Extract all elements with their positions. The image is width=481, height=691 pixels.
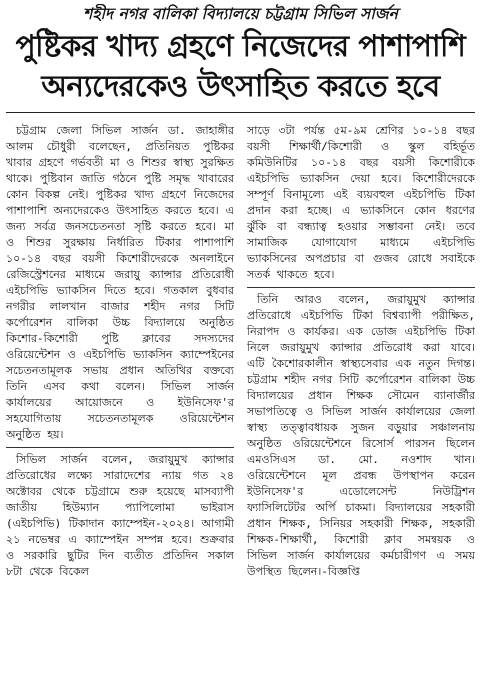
article-kicker: শহীদ নগর বালিকা বিদ্যালয়ে চট্টগ্রাম সিভিল সার্জন xyxy=(83,4,398,23)
article-headline xyxy=(6,26,475,106)
right-column xyxy=(247,123,475,689)
right-paragraph-2: তিনি আরও বলেন, জরায়ুমুখ ক্যান্সার প্রতিরোধে এইচপিভি টিকা বিশ্বব্যাপী পরীক্ষিত, নিরাপদ ও কার্যকর। এক ডোজ এইচপিভি টিকা নিলে জরায়ুমুখ ক্যান্সার প্রতিরোধ করা যাবে। এটি কৈশোরকালীন স্বাস্থ্যসেবার এক নতুন দিগন্ত। চট্টগ্রাম শহীদ নগর সিটি কর্পোরেশন বালিকা উচ্চ বিদ্যালয়ের প্রধান শিক্ষক সৌমেন ব্যানার্জীর সভাপতিত্বে ও সিভিল সার্জন কার্যালয়ের জেলা স্বাস্থ্য তত্ত্বাবধায়ক সুজন বড়ুয়ার সঞ্চালনায় অনুষ্ঠিত ওরিয়েন্টেশনে রিসোর্স পারসন ছিলেন এমওসিএস ডা. মো. নওশাদ খান। ওরিয়েন্টেশনে মূল প্রবন্ধ উপস্থাপন করেন ইউনিসেফ'র এডোলেসেন্ট নিউট্রিশন ফ্যাসিলিটেটর অর্পি চাকমা। বিদ্যালয়ের সহকারী প্রধান শিক্ষক, সিনিয়র সহকারী শিক্ষক, সহকারী শিক্ষক-শিক্ষার্থী, কিশোরী ক্লাব সমন্বয়ক ও সিভিল সার্জন কার্যালয়ের কর্মচারীগণ এ সময় উপস্থিত ছিলেন।-বিজ্ঞপ্তি xyxy=(247,293,475,578)
headline-line-1: পুষ্টিকর খাদ্য গ্রহণে নিজেদের পাশাপাশি xyxy=(15,29,466,63)
paragraph-divider xyxy=(6,447,234,448)
left-paragraph-2: সিভিল সার্জন বলেন, জরায়ুমুখ ক্যান্সার প্রতিরোধের লক্ষ্যে সারাদেশের ন্যায় গত ২৪ অক্টোবর থেকে চট্টগ্রামে শুরু হয়েছে মাসব্যাপী জাতীয় হিউম্যান প্যাপিলোমা ভাইরাস (এইচপিভি) টিকাদান ক্যাম্পেইন-২০২৪। আগামী ২১ নভেম্বর এ ক্যাম্পেইন সম্পন্ন হবে। শুক্রবার ও সরকারি ছুটির দিন ব্যতীত প্রতিদিন সকাল ৮টা থেকে বিকেল xyxy=(6,453,234,578)
left-column xyxy=(6,123,234,689)
article-body xyxy=(6,123,475,689)
headline-rule xyxy=(6,112,475,113)
left-paragraph-1: চট্টগ্রাম জেলা সিভিল সার্জন ডা. জাহাঙ্গীর আলম চৌধুরী বলেছেন, প্রতিনিয়ত পুষ্টিকর খাবার গ্রহণে গর্ভবতী মা ও শিশুর স্বাস্থ্য সুরক্ষিত থাকে। পুষ্টিবান জাতি গঠনে পুষ্টি সমৃদ্ধ খাবারের কোন বিকল্প নেই। পুষ্টিকর খাদ্য গ্রহণে নিজেদের পাশাপাশি অন্যদেরকেও উৎসাহিত করতে হবে। এ জন্য সর্বত্র জনসচেতনতা সৃষ্টি করতে হবে। মা ও শিশুর সুরক্ষায় নির্ধারিত টিকার পাশাপাশি ১০-১৪ বছর বয়সী কিশোরীদেরকে অনলাইনে রেজিস্ট্রেশনের মাধ্যমে জরায়ু ক্যান্সার প্রতিরোধী এইচপিভি ভ্যাকসিন দিতে হবে। গতকাল বুধবার নগরীর লালখান বাজার শহীদ নগর সিটি কর্পোরেশন বালিকা উচ্চ বিদ্যালয়ে অনুষ্ঠিত কিশোর-কিশোরী পুষ্টি ক্লাবের সদস্যদের ওরিয়েন্টেশন ও এইচপিভি ভ্যাকসিন ক্যাম্পেইনের সচেতনতামূলক সভায় প্রধান অতিথির বক্তব্যে তিনি এসব কথা বলেন। সিভিল সার্জন কার্যালয়ের আয়োজনে ও ইউনিসেফ'র সহযোগিতায় সচেতনতামূলক ওরিয়েন্টেশন অনুষ্ঠিত হয়। xyxy=(6,124,234,441)
right-paragraph-1: সাড়ে ৩টা পর্যন্ত ৫ম-৯ম শ্রেণির ১০-১৪ বছর বয়সী শিক্ষার্থী/কিশোরী ও স্কুল বহির্ভূত কমিউনিটির ১০-১৪ বছর বয়সী কিশোরীকে এইচপিভি ভ্যাকসিন দেয়া হবে। কিশোরীদেরকে সম্পূর্ণ বিনামূল্যে এই ব্যয়বহুল এইচপিভি টিকা প্রদান করা হচ্ছে। এ ভ্যাকসিনে কোন ধরণের ঝুঁকি বা বন্ধ্যাত্ব হওয়ার সম্ভাবনা নেই। তবে সামাজিক যোগাযোগ মাধ্যমে এইচপিভি ভ্যাকসিনের অপপ্রচার বা গুজব রোধে সবাইকে সতর্ক থাকতে হবে। xyxy=(247,124,475,281)
headline-line-2: অন্যদেরকেও উৎসাহিত করতে হবে xyxy=(41,69,440,103)
paragraph-divider xyxy=(247,287,475,288)
